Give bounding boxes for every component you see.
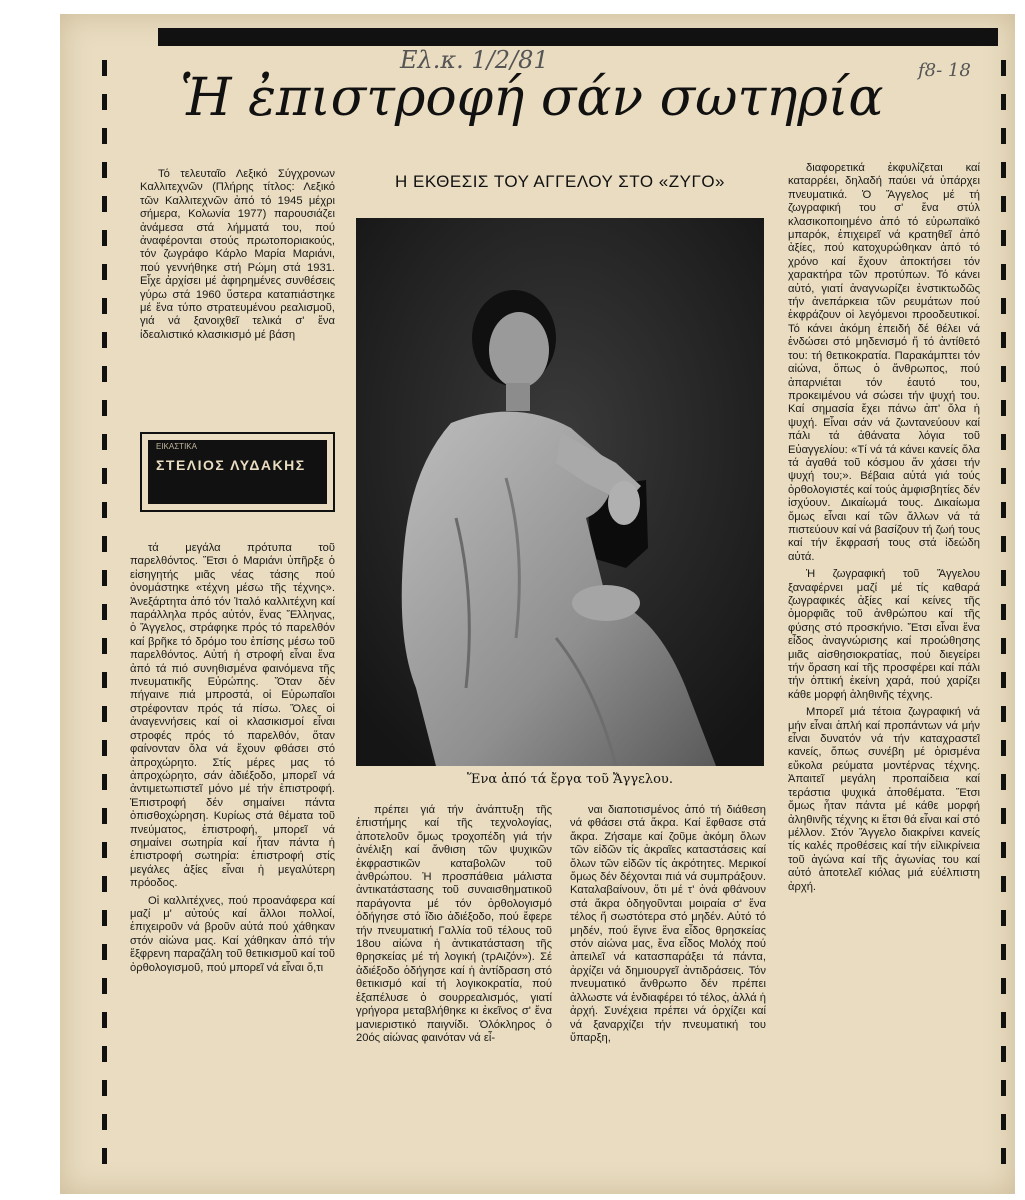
- handwritten-page-note: f8- 18: [918, 60, 971, 81]
- byline-label: ΕΙΚΑΣΤΙΚΑ: [156, 442, 197, 451]
- paragraph: Ἡ ζωγραφική τοῦ Ἄγγελου ξαναφέρνει μαζί μέ τίς καθαρά ζωγραφικές ἀξίες καί κείνες τῆς ὀμορφιᾶς τοῦ ἀνθρώπου καί τῆς φύσης στό προσκήνιο. Ἔτσι εἶναι ἕνα εἶδος ἀναγνώρισης καί προώθησης μιᾶς αἰσθησιοκρατίας, πού διεγείρει τήν ὅραση καί τῆς προσφέρει καί πάλι τήν ὀπτική ἐκείνη χαρά, πού χαρίζει κάθε μορφή ἀληθινῆς τέχνης.: [788, 568, 980, 701]
- intro-column: [140, 168, 335, 426]
- headline: Ἡ ἐπιστροφή σάν σωτηρία: [180, 68, 884, 128]
- painting-image: [356, 218, 764, 766]
- middle-column-2: [570, 804, 766, 1164]
- paragraph: Τό τελευταῖο Λεξικό Σύγχρονων Καλλιτεχνῶν (Πλήρης τίτλος: Λεξικό τῶν Καλλιτεχνῶν ἀπό τό 1945 μέχρι σήμερα, Κολωνία 1977) παρουσιάζει ἀνάμεσα στά λήμματά του, πού ἀναφέρονται στούς πρωτοποριακούς, τόν ζωγράφο Κάρλο Μαρία Μαριάνι, πού γεννήθηκε στή Ρώμη στά 1931. Εἶχε ἀρχίσει μέ ἀφηρημένες συνθέσεις γύρω στά 1960 ὕστερα καταπιάστηκε μέ ἕνα τύπο στρατευμένου ρεαλισμοῦ, γιά νά ξανοιχθεῖ τελικά σ' ἕνα ἰδεαλιστικό κλασικισμό μέ βάση: [140, 168, 335, 341]
- painting-photo: [356, 218, 764, 766]
- byline-box: [140, 432, 335, 512]
- byline-author: ΣΤΕΛΙΟΣ ΛΥΔΑΚΗΣ: [156, 457, 306, 473]
- handwritten-date: Ελ.κ. 1/2/81: [400, 46, 549, 74]
- middle-column: [356, 804, 552, 1164]
- top-rule: [158, 28, 998, 46]
- paragraph: ναι διαποτισμένος ἀπό τή διάθεση νά φθάσει στά ἄκρα. Καί ἔφθασε στά ἄκρα. Ζήσαμε καί ζοῦμε ἀκόμη ὅλων τῶν εἰδῶν τίς ἀκραῖες καταστάσεις καί ὅλων τῶν εἰδῶν τίς ἀκρότητες. Μερικοί ὅμως δέν δέχονται πιά νά συμπράξουν. Καταλαβαίνουν, ὅτι μέ τ' ὀνά φθάνουν στά ἄκρα ὁδηγοῦνται μοιραία σ' ἕνα τέλος ἤ σωστότερα στό μηδέν. Αὐτό τό μηδέν, πού ἔγινε ἕνα εἶδος θρησκείας στόν αἰώνα μας, ἕνα εἶδος Μολόχ πού ἀπειλεῖ νά κατασπαράξει τά πάντα, ἀρχίζει νά δημιουργεῖ ἀντιδράσεις. Τόν πνευματικό ἄνθρωπο δέν πρέπει ἀλλωστε νά ἐνδιαφέρει τό τέλος, ἀλλά ἡ ἀρχή. Συνέχεια πρέπει νά ὁρχίζει καί νά ξαναρχίζει τήν πνευματική του ὕπαρξη,: [570, 804, 766, 1044]
- paragraph: Οἱ καλλιτέχνες, πού προανάφερα καί μαζί μ' αὐτούς καί ἄλλοι πολλοί, ἐπιχειροῦν νά βροῦν αὐτά πού χάθηκαν στόν αἰώνα μας. Καί χάθηκαν ἀπό τήν ἔξφρενη παραζάλη τοῦ θετικισμοῦ καί τοῦ ὀρθολογισμοῦ, πού μπορεῖ νά εἶναι ὅ,τι: [130, 894, 335, 974]
- paragraph: πρέπει γιά τήν ἀνάπτυξη τῆς ἐπιστήμης καί τῆς τεχνολογίας, ἀποτελοῦν ὅμως τροχοπέδη γιά τήν ἀνέλιξη καί ἄνθιση τῶν ψυχικῶν ἐκφραστικῶν καταβολῶν τοῦ ἀνθρώπου. Ἡ προσπάθεια μάλιστα ἀντικατάστασης τοῦ συναισθηματικοῦ παράγοντα μέ τόν ὀρθολογισμό ὁδήγησε στό ἴδιο ἀδιέξοδο, πού ἔφερε τήν πνευματική Γαλλία τοῦ τέλους τοῦ 18ου αἰώνα ἡ ἀντικατάσταση τῆς θρησκείας μέ τή λογική (τρΑιζόν»). Σέ ἀδιέξοδο ὁδήγησε καί ἡ ἀντίδραση στό θετικισμό καί τή λογικοκρατία, πού ἐξαπέλυσε ὁ σουρρεαλισμός, γιατί γρήγορα μεταβλήθηκε κι ἐκεῖνος σ' ἕνα μανιεριστικό παιγνίδι. Ὁλόκληρος ὁ 20ός αἰώνας φαινόταν νά εἶ-: [356, 804, 552, 1044]
- left-cut-line: [102, 60, 107, 1175]
- paragraph: τά μεγάλα πρότυπα τοῦ παρελθόντος. Ἔτσι ὁ Μαριάνι ὑπῆρξε ὁ εἰσηγητής μιᾶς νέας τάσης πού ὀνομάστηκε «τέχνη μέσω τῆς τέχνης». Ἀνεξάρτητα ἀπό τόν Ἰταλό καλλιτέχνη καί παράλληλα πρός αὐτόν, ἕνας Ἕλληνας, ὁ Ἄγγελος, στράφηκε πρός τό παρελθόν καί βρῆκε τό δρόμο του ἐπίσης μέσω τοῦ παρελθόντος. Αὐτή ἡ στροφή εἶναι ἕνα ἀπό τά πιό συνηθισμένα φαινόμενα τῆς πνευματικῆς Εὐρώπης. Ὅταν δέν πήγαινε πιά μπροστά, οἱ Εὐρωπαῖοι στρέφονταν πρός τά πίσω. Ὅλες οἱ ἀναγεννήσεις καί οἱ κλασικισμοί εἶναι στροφές πρός τό παρελθόν, ὅταν φαίνονταν ὅλα νά ἔχουν φθάσει στό ἀπροχώρητο. Στίς μέρες μας τό ἀπροχώρητο, σάν ἀδιέξοδο, μπορεῖ νά ἀντιμετωπιστεῖ μόνο μέ τήν ἐπιστροφή. Ἐπιστροφή δέν σημαίνει πάντα ὀπισθοχώρηση. Κυρίως στά θέματα τοῦ πνεύματος, ἐπιστροφή, μπορεῖ νά σημαίνει σωτηρία καί ἦταν πάντα ἡ ἐπιστροφή σωτηρία: ἐπιστροφή στίς μεγάλες ἀξίες εἶναι ἡ μεγαλύτερη πρόοδος.: [130, 542, 335, 890]
- left-column: [130, 542, 335, 1164]
- right-cut-line: [1001, 60, 1006, 1175]
- right-column: [788, 162, 980, 1164]
- paragraph: διαφορετικά ἐκφυλίζεται καί καταρρέει, δηλαδή παύει νά ὑπάρχει πνευματικά. Ὁ Ἄγγελος μέ τή ζωγραφική του σ' ἕνα στύλ κλασικοποιημένο ἀπό τό εὐρωπαϊκό μπαρόκ, ἐπιχειρεῖ νά κρατηθεῖ ἀπό ἀξίες, πού κατοχυρώθηκαν ἀπό τό χρόνο καί ἔχουν ἀποκτήσει τόν χαρακτήρα τῶν προτύπων. Τό κάνει αὐτό, γιατί ἀναγνωρίζει ἐνστικτωδῶς τήν ἀνεπάρκεια τῶν ρευμάτων πού ἐκφράζουν οἱ λεγόμενοι προοδευτικοί. Τό κάνει ἀκόμη ἐπειδή δέ θέλει νά ἐνδώσει στό μηδενισμό ἤ τό ἀντίθετό του: τή θετικοκρατία. Παρακάμπτει τόν αἰώνα, ὅπως ὁ ἄνθρωπος, πού ἀπαρνιέται τόν ἑαυτό του, προκειμένου νά σώσει τήν ψυχή του. Καί σημασία ἔχει πάνω ἀπ' ὅλα ἡ ψυχή. Εἶναι σάν νά ζωντανεύουν καί πάλι τά ἀθάνατα λόγια τοῦ Εὐαγγελίου: «Τί νά τά κάνει κανείς ὅλα τά ἀγαθά τοῦ κόσμου ἄν χάσει τήν ψυχή του;». Βέβαια αὐτά γιά τούς ὀρθολογιστές καί τούς ἀμφισβητίες δέν ἰσχύουν. Δικαίωμά τους. Δικαίωμα ὅμως εἶναι καί τῶν ἄλλων νά τά πιστεύουν καί νά βασίζουν τή ζωή τους καί τήν ἔκφρασή τους στά ἰδεώδη αὐτά.: [788, 162, 980, 563]
- photo-caption: Ἕνα ἀπό τά ἔργα τοῦ Ἄγγελου.: [467, 772, 673, 787]
- paragraph: Μπορεῖ μιά τέτοια ζωγραφική νά μήν εἶναι ἁπλή καί προπάντων νά μήν εἶναι δυνατόν νά τήν καταχραστεῖ κανείς, ὅπως συνέβη μέ ὁρισμένα εὔκολα ρεύματα μοντέρνας τέχνης. Ἀπαιτεῖ μεγάλη προπαίδεια καί τεράστια ψυχικά ἀποθέματα. Ἔτσι ὅμως ἦταν πάντα μέ κάθε μορφή ἀληθινῆς τέχνης κι ἔτσι θά εἶναι καί στό μέλλον. Στόν Ἄγγελο διακρίνει κανείς τίς καλές προθέσεις καί τήν εἰλικρίνεια τοῦ ἀγώνα καί τῆς ἀγωνίας του καί αὐτό ἀποτελεῖ κιόλας μιά εὐέλπιστη ἀρχή.: [788, 706, 980, 893]
- subheadline: Η ΕΚΘΕΣΙΣ ΤΟΥ ΑΓΓΕΛΟΥ ΣΤΟ «ΖΥΓΟ»: [394, 172, 726, 191]
